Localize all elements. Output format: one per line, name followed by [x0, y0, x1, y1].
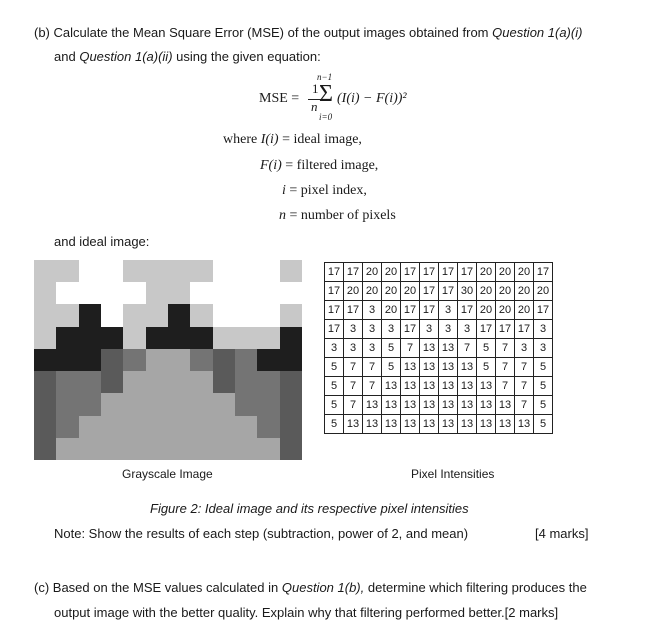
pixel-cell: 13	[420, 377, 439, 396]
pixel-cell: 5	[325, 377, 344, 396]
grayscale-pixel	[56, 260, 79, 282]
pixel-row	[325, 396, 553, 415]
definition-desc: = filtered image,	[285, 158, 379, 173]
pixel-cell: 13	[420, 339, 439, 358]
pixel-cell: 3	[363, 320, 382, 339]
grayscale-pixel	[123, 416, 146, 438]
grayscale-pixel	[79, 438, 101, 460]
pixel-cell: 7	[515, 358, 534, 377]
grayscale-pixel	[101, 304, 123, 327]
grayscale-pixel	[123, 260, 146, 282]
definition-row-1	[223, 132, 362, 148]
grayscale-pixel	[235, 416, 257, 438]
pixel-cell: 13	[458, 396, 477, 415]
grayscale-pixel	[79, 416, 101, 438]
grayscale-pixel	[146, 393, 168, 416]
pixel-cell: 3	[382, 320, 401, 339]
pixel-cell: 13	[477, 396, 496, 415]
pixel-cell: 20	[534, 282, 553, 301]
grayscale-pixel	[213, 304, 235, 327]
pixel-cell: 3	[325, 339, 344, 358]
pixel-cell: 7	[344, 396, 363, 415]
pixel-cell: 13	[420, 415, 439, 434]
pixel-cell: 17	[344, 301, 363, 320]
pixel-cell: 17	[439, 263, 458, 282]
pixel-intensity-table	[324, 262, 553, 434]
grayscale-pixel	[257, 349, 280, 371]
grayscale-pixel	[235, 282, 257, 304]
grayscale-pixel	[213, 438, 235, 460]
grayscale-pixel	[190, 327, 213, 349]
grayscale-pixel	[213, 327, 235, 349]
sum-lower-limit: i=0	[319, 112, 333, 122]
grayscale-pixel	[280, 371, 302, 393]
grayscale-pixel	[168, 349, 190, 371]
pixel-cell: 7	[458, 339, 477, 358]
pixel-cell: 3	[458, 320, 477, 339]
grayscale-pixel	[190, 349, 213, 371]
pixel-cell: 13	[363, 415, 382, 434]
grayscale-image	[34, 260, 302, 460]
grayscale-pixel	[235, 304, 257, 327]
pixel-cell: 3	[534, 339, 553, 358]
question-ref-2: Question 1(a)(ii)	[79, 49, 173, 64]
pixel-cell: 13	[382, 415, 401, 434]
pixel-cell: 7	[496, 377, 515, 396]
pixel-row	[325, 320, 553, 339]
sum-upper-limit: n−1	[317, 72, 333, 82]
question-b-lead: (b) Calculate the Mean Square Error (MSE) of the output images obtained from	[34, 25, 489, 40]
grayscale-pixel	[190, 393, 213, 416]
grayscale-pixel	[168, 282, 190, 304]
grayscale-pixel	[79, 371, 101, 393]
pixel-cell: 17	[401, 301, 420, 320]
grayscale-pixel	[257, 304, 280, 327]
pixel-cell: 7	[363, 358, 382, 377]
pixel-cell: 3	[420, 320, 439, 339]
grayscale-pixel	[101, 349, 123, 371]
pixel-cell: 20	[382, 301, 401, 320]
pixel-cell: 3	[534, 320, 553, 339]
grayscale-pixel	[123, 438, 146, 460]
question-ref-1: Question 1(a)(i)	[492, 25, 583, 40]
pixel-cell: 20	[363, 263, 382, 282]
pixel-cell: 7	[515, 377, 534, 396]
grayscale-pixel	[79, 327, 101, 349]
grayscale-pixel	[56, 304, 79, 327]
pixel-cell: 17	[420, 263, 439, 282]
pixel-cell: 17	[325, 263, 344, 282]
grayscale-pixel	[190, 371, 213, 393]
pixel-cell: 17	[458, 301, 477, 320]
figure-caption: Figure 2: Ideal image and its respective pixel intensities	[150, 501, 469, 516]
pixel-cell: 20	[496, 263, 515, 282]
definition-row-4	[279, 208, 396, 224]
pixel-cell: 13	[439, 339, 458, 358]
grayscale-pixel	[101, 371, 123, 393]
definition-row-2	[260, 158, 378, 174]
grayscale-pixel	[123, 282, 146, 304]
pixel-cell: 20	[496, 282, 515, 301]
grayscale-pixel	[146, 304, 168, 327]
sigma-symbol: Σ	[319, 81, 333, 107]
grayscale-pixel	[280, 438, 302, 460]
pixel-cell: 17	[401, 263, 420, 282]
grayscale-pixel	[123, 327, 146, 349]
grayscale-pixel	[280, 349, 302, 371]
pixel-cell: 20	[515, 263, 534, 282]
pixel-cell: 7	[496, 358, 515, 377]
pixel-cell: 5	[534, 358, 553, 377]
pixel-cell: 5	[534, 396, 553, 415]
pixel-cell: 13	[477, 377, 496, 396]
pixel-cell: 3	[363, 301, 382, 320]
grayscale-pixel	[168, 393, 190, 416]
grayscale-pixel	[56, 327, 79, 349]
pixel-cell: 5	[325, 396, 344, 415]
pixel-cell: 13	[439, 415, 458, 434]
pixel-cell: 17	[420, 282, 439, 301]
pixel-cell: 17	[439, 282, 458, 301]
pixel-cell: 7	[344, 377, 363, 396]
grayscale-pixel	[146, 371, 168, 393]
pixel-cell: 17	[515, 320, 534, 339]
grayscale-pixel	[146, 416, 168, 438]
pixel-cell: 17	[477, 320, 496, 339]
line2-prefix: and	[54, 49, 76, 64]
grayscale-pixel	[146, 282, 168, 304]
equation-lhs: MSE =	[259, 91, 300, 106]
grayscale-pixel	[257, 260, 280, 282]
definition-desc: = pixel index,	[289, 183, 367, 198]
pixel-cell: 17	[534, 263, 553, 282]
pixel-cell: 20	[477, 282, 496, 301]
grayscale-pixel	[79, 260, 101, 282]
marks-b: [4 marks]	[535, 526, 589, 541]
pixel-cell: 13	[401, 415, 420, 434]
definition-term: i	[282, 183, 286, 198]
definition-term: I(i)	[260, 132, 279, 147]
pixel-row	[325, 339, 553, 358]
grayscale-pixel	[280, 282, 302, 304]
grayscale-pixel	[34, 304, 56, 327]
grayscale-pixel	[280, 416, 302, 438]
grayscale-pixel	[213, 282, 235, 304]
pixel-cell: 5	[534, 377, 553, 396]
grayscale-pixel	[101, 282, 123, 304]
grayscale-pixel	[34, 438, 56, 460]
pixel-cell: 3	[439, 301, 458, 320]
grayscale-pixel	[280, 327, 302, 349]
pixel-cell: 13	[363, 396, 382, 415]
grayscale-pixel	[257, 393, 280, 416]
pixel-cell: 17	[496, 320, 515, 339]
grayscale-pixel	[168, 327, 190, 349]
grayscale-pixel	[213, 416, 235, 438]
grayscale-pixel	[146, 438, 168, 460]
pixel-cell: 5	[325, 415, 344, 434]
definition-term: n	[279, 208, 286, 223]
grayscale-pixel	[280, 304, 302, 327]
equation-body: (I(i) − F(i))²	[337, 91, 407, 106]
grayscale-pixel	[101, 327, 123, 349]
pixel-cell: 5	[382, 358, 401, 377]
grayscale-pixel	[190, 438, 213, 460]
pixel-cell: 5	[477, 358, 496, 377]
grayscale-pixel	[34, 282, 56, 304]
grayscale-pixel	[34, 416, 56, 438]
pixel-cell: 7	[515, 396, 534, 415]
pixel-cell: 7	[401, 339, 420, 358]
grayscale-pixel	[146, 260, 168, 282]
grayscale-pixel	[101, 393, 123, 416]
pixel-cell: 13	[477, 415, 496, 434]
grayscale-pixel	[213, 371, 235, 393]
grayscale-pixel	[213, 349, 235, 371]
pixel-cell: 13	[458, 415, 477, 434]
question-b-line2	[54, 49, 321, 64]
grayscale-pixel	[235, 349, 257, 371]
pixel-cell: 17	[420, 301, 439, 320]
grayscale-pixel	[146, 349, 168, 371]
pixel-cell: 7	[344, 358, 363, 377]
ideal-image-label: and ideal image:	[54, 234, 150, 249]
pixel-caption: Pixel Intensities	[411, 467, 495, 481]
grayscale-pixel	[79, 282, 101, 304]
grayscale-pixel	[34, 327, 56, 349]
grayscale-pixel	[257, 416, 280, 438]
grayscale-pixel	[34, 393, 56, 416]
pixel-cell: 20	[344, 282, 363, 301]
pixel-cell: 3	[439, 320, 458, 339]
grayscale-pixel	[123, 371, 146, 393]
grayscale-pixel	[280, 260, 302, 282]
pixel-cell: 17	[534, 301, 553, 320]
pixel-cell: 13	[496, 415, 515, 434]
question-c-rest: determine which filtering produces the	[367, 580, 587, 595]
pixel-cell: 20	[477, 301, 496, 320]
grayscale-pixel	[146, 327, 168, 349]
note-text: Note: Show the results of each step (subtraction, power of 2, and mean)	[54, 526, 469, 541]
pixel-cell: 3	[344, 339, 363, 358]
definition-prefix: where	[223, 132, 258, 147]
grayscale-pixel	[168, 260, 190, 282]
pixel-cell: 5	[477, 339, 496, 358]
question-c-line1	[34, 580, 587, 595]
pixel-row	[325, 358, 553, 377]
pixel-row	[325, 377, 553, 396]
question-c-ref: Question 1(b),	[281, 580, 365, 595]
pixel-cell: 17	[325, 282, 344, 301]
grayscale-pixel	[235, 371, 257, 393]
grayscale-pixel	[56, 371, 79, 393]
grayscale-pixel	[235, 260, 257, 282]
definition-row-3	[282, 183, 367, 199]
grayscale-pixel	[79, 304, 101, 327]
pixel-cell: 13	[382, 396, 401, 415]
definition-desc: = ideal image,	[282, 132, 362, 147]
pixel-cell: 17	[325, 320, 344, 339]
grayscale-pixel	[168, 304, 190, 327]
pixel-cell: 13	[420, 358, 439, 377]
grayscale-pixel	[123, 304, 146, 327]
pixel-cell: 3	[344, 320, 363, 339]
grayscale-pixel	[257, 371, 280, 393]
grayscale-pixel	[257, 327, 280, 349]
pixel-cell: 17	[344, 263, 363, 282]
grayscale-pixel	[190, 416, 213, 438]
pixel-cell: 3	[515, 339, 534, 358]
pixel-cell: 7	[363, 377, 382, 396]
grayscale-pixel	[101, 416, 123, 438]
grayscale-pixel	[235, 438, 257, 460]
grayscale-pixel	[190, 282, 213, 304]
grayscale-pixel	[56, 438, 79, 460]
grayscale-pixel	[79, 393, 101, 416]
pixel-cell: 5	[382, 339, 401, 358]
pixel-cell: 3	[363, 339, 382, 358]
pixel-cell: 5	[534, 415, 553, 434]
pixel-cell: 20	[477, 263, 496, 282]
fraction-numerator: 1	[312, 81, 319, 96]
pixel-row	[325, 301, 553, 320]
grayscale-pixel	[257, 438, 280, 460]
pixel-cell: 20	[515, 301, 534, 320]
grayscale-pixel	[34, 371, 56, 393]
pixel-cell: 13	[401, 377, 420, 396]
grayscale-pixel	[123, 393, 146, 416]
grayscale-caption: Grayscale Image	[122, 467, 213, 481]
pixel-cell: 20	[496, 301, 515, 320]
grayscale-pixel	[101, 438, 123, 460]
pixel-row	[325, 263, 553, 282]
pixel-cell: 7	[496, 339, 515, 358]
grayscale-pixel	[101, 260, 123, 282]
pixel-cell: 13	[458, 377, 477, 396]
pixel-cell: 13	[439, 396, 458, 415]
grayscale-pixel	[235, 327, 257, 349]
question-c-line2: output image with the better quality. Explain why that filtering performed better.[2 marks]	[54, 605, 559, 620]
definition-desc: = number of pixels	[289, 208, 396, 223]
pixel-cell: 20	[515, 282, 534, 301]
grayscale-pixel	[213, 393, 235, 416]
pixel-cell: 13	[401, 396, 420, 415]
pixel-row	[325, 415, 553, 434]
grayscale-pixel	[79, 349, 101, 371]
pixel-cell: 20	[363, 282, 382, 301]
grayscale-pixel	[56, 393, 79, 416]
grayscale-pixel	[56, 349, 79, 371]
pixel-cell: 20	[382, 263, 401, 282]
pixel-cell: 13	[401, 358, 420, 377]
grayscale-pixel	[34, 349, 56, 371]
pixel-cell: 13	[344, 415, 363, 434]
fraction-denominator: n	[311, 99, 318, 114]
grayscale-pixel	[56, 282, 79, 304]
pixel-cell: 17	[325, 301, 344, 320]
grayscale-pixel	[34, 260, 56, 282]
grayscale-pixel	[168, 371, 190, 393]
pixel-cell: 17	[458, 263, 477, 282]
line2-suffix: using the given equation:	[176, 49, 321, 64]
pixel-cell: 13	[382, 377, 401, 396]
grayscale-pixel	[280, 393, 302, 416]
pixel-cell: 13	[439, 358, 458, 377]
grayscale-pixel	[168, 416, 190, 438]
question-c-lead: (c) Based on the MSE values calculated in	[34, 580, 279, 595]
grayscale-pixel	[257, 282, 280, 304]
pixel-cell: 20	[401, 282, 420, 301]
grayscale-pixel	[190, 260, 213, 282]
pixel-cell: 13	[496, 396, 515, 415]
pixel-cell: 30	[458, 282, 477, 301]
grayscale-pixel	[168, 438, 190, 460]
pixel-cell: 13	[439, 377, 458, 396]
grayscale-pixel	[235, 393, 257, 416]
pixel-cell: 20	[382, 282, 401, 301]
pixel-cell: 5	[325, 358, 344, 377]
pixel-row	[325, 282, 553, 301]
grayscale-pixel	[56, 416, 79, 438]
grayscale-pixel	[213, 260, 235, 282]
grayscale-pixel	[123, 349, 146, 371]
pixel-cell: 13	[420, 396, 439, 415]
pixel-cell: 17	[401, 320, 420, 339]
pixel-cell: 13	[515, 415, 534, 434]
pixel-cell: 13	[458, 358, 477, 377]
grayscale-pixel	[190, 304, 213, 327]
question-b-line1	[34, 25, 582, 40]
definition-term: F(i)	[260, 158, 282, 173]
